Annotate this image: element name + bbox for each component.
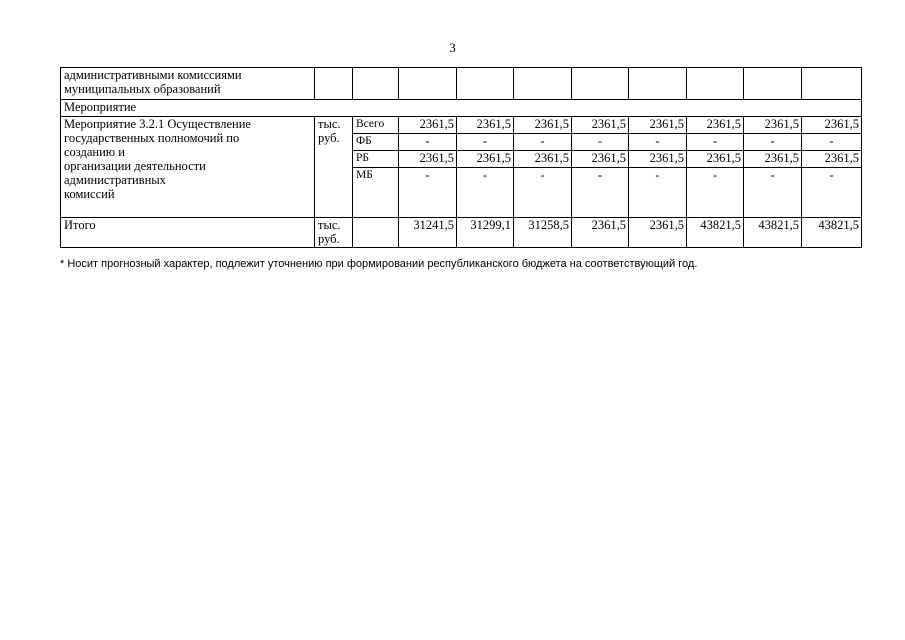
budget-table — [60, 67, 862, 248]
value-cell: - — [629, 168, 687, 218]
empty-cell — [457, 68, 514, 100]
continued-name-line1: административными комиссиями — [64, 68, 242, 82]
empty-cell — [353, 218, 399, 248]
empty-cell — [629, 68, 687, 100]
value-cell: - — [514, 134, 572, 151]
table-row-section — [61, 100, 862, 117]
value-cell: 2361,5 — [457, 151, 514, 168]
value-cell: 2361,5 — [687, 151, 744, 168]
value-cell: - — [629, 134, 687, 151]
value-cell: 2361,5 — [629, 117, 687, 134]
total-label: Итого — [61, 218, 315, 248]
unit-line: тыс. — [318, 218, 341, 232]
value-cell: 2361,5 — [399, 151, 457, 168]
measure-name-line: государственных полномочий по — [64, 131, 240, 145]
total-value-cell: 2361,5 — [572, 218, 629, 248]
value-cell: - — [687, 168, 744, 218]
empty-cell — [572, 68, 629, 100]
empty-cell — [514, 68, 572, 100]
value-cell: 2361,5 — [572, 117, 629, 134]
empty-cell — [802, 68, 862, 100]
unit-line: руб. — [318, 232, 340, 246]
empty-cell — [315, 68, 353, 100]
value-cell: - — [744, 134, 802, 151]
total-value-cell: 43821,5 — [687, 218, 744, 248]
continued-name-line2: муниципальных образований — [64, 82, 221, 96]
empty-cell — [353, 68, 399, 100]
value-cell: - — [687, 134, 744, 151]
value-cell: 2361,5 — [744, 151, 802, 168]
source-label: РБ — [353, 151, 399, 168]
value-cell: 2361,5 — [687, 117, 744, 134]
total-unit-cell — [315, 218, 353, 248]
measure-name-line: Мероприятие 3.2.1 Осуществление — [64, 117, 251, 131]
total-value-cell: 31258,5 — [514, 218, 572, 248]
value-cell: - — [457, 168, 514, 218]
measure-name-cell — [61, 117, 315, 218]
value-cell: - — [802, 168, 862, 218]
source-label: МБ — [353, 168, 399, 218]
value-cell: 2361,5 — [744, 117, 802, 134]
total-value-cell: 31299,1 — [457, 218, 514, 248]
measure-name-line: созданию и — [64, 145, 125, 159]
measure-name-line: административных — [64, 173, 166, 187]
total-value-cell: 31241,5 — [399, 218, 457, 248]
total-value-cell: 43821,5 — [802, 218, 862, 248]
page-number: 3 — [449, 40, 456, 55]
value-cell: 2361,5 — [802, 151, 862, 168]
value-cell: - — [457, 134, 514, 151]
measure-name-line: организации деятельности — [64, 159, 206, 173]
footnote: * Носит прогнозный характер, подлежит уточнению при формировании республиканского бюджета на соответствующий год. — [60, 258, 698, 270]
value-cell: 2361,5 — [802, 117, 862, 134]
value-cell: 2361,5 — [457, 117, 514, 134]
measure-name-line: комиссий — [64, 187, 115, 201]
table-row-total — [61, 218, 862, 248]
empty-cell — [399, 68, 457, 100]
empty-cell — [744, 68, 802, 100]
value-cell: - — [572, 134, 629, 151]
continued-name-cell — [61, 68, 315, 100]
value-cell: - — [572, 168, 629, 218]
measure-unit-cell — [315, 117, 353, 218]
source-label: Всего — [353, 117, 399, 134]
value-cell: - — [744, 168, 802, 218]
total-value-cell: 2361,5 — [629, 218, 687, 248]
table-row-source-total — [61, 117, 862, 134]
value-cell: - — [514, 168, 572, 218]
value-cell: 2361,5 — [514, 151, 572, 168]
empty-cell — [687, 68, 744, 100]
table-row-continued — [61, 68, 862, 100]
value-cell: - — [399, 134, 457, 151]
value-cell: - — [399, 168, 457, 218]
total-value-cell: 43821,5 — [744, 218, 802, 248]
value-cell: 2361,5 — [572, 151, 629, 168]
source-label: ФБ — [353, 134, 399, 151]
section-heading: Мероприятие — [61, 100, 862, 117]
value-cell: - — [802, 134, 862, 151]
value-cell: 2361,5 — [514, 117, 572, 134]
value-cell: 2361,5 — [399, 117, 457, 134]
unit-line: тыс. — [318, 117, 341, 131]
unit-line: руб. — [318, 131, 340, 145]
value-cell: 2361,5 — [629, 151, 687, 168]
